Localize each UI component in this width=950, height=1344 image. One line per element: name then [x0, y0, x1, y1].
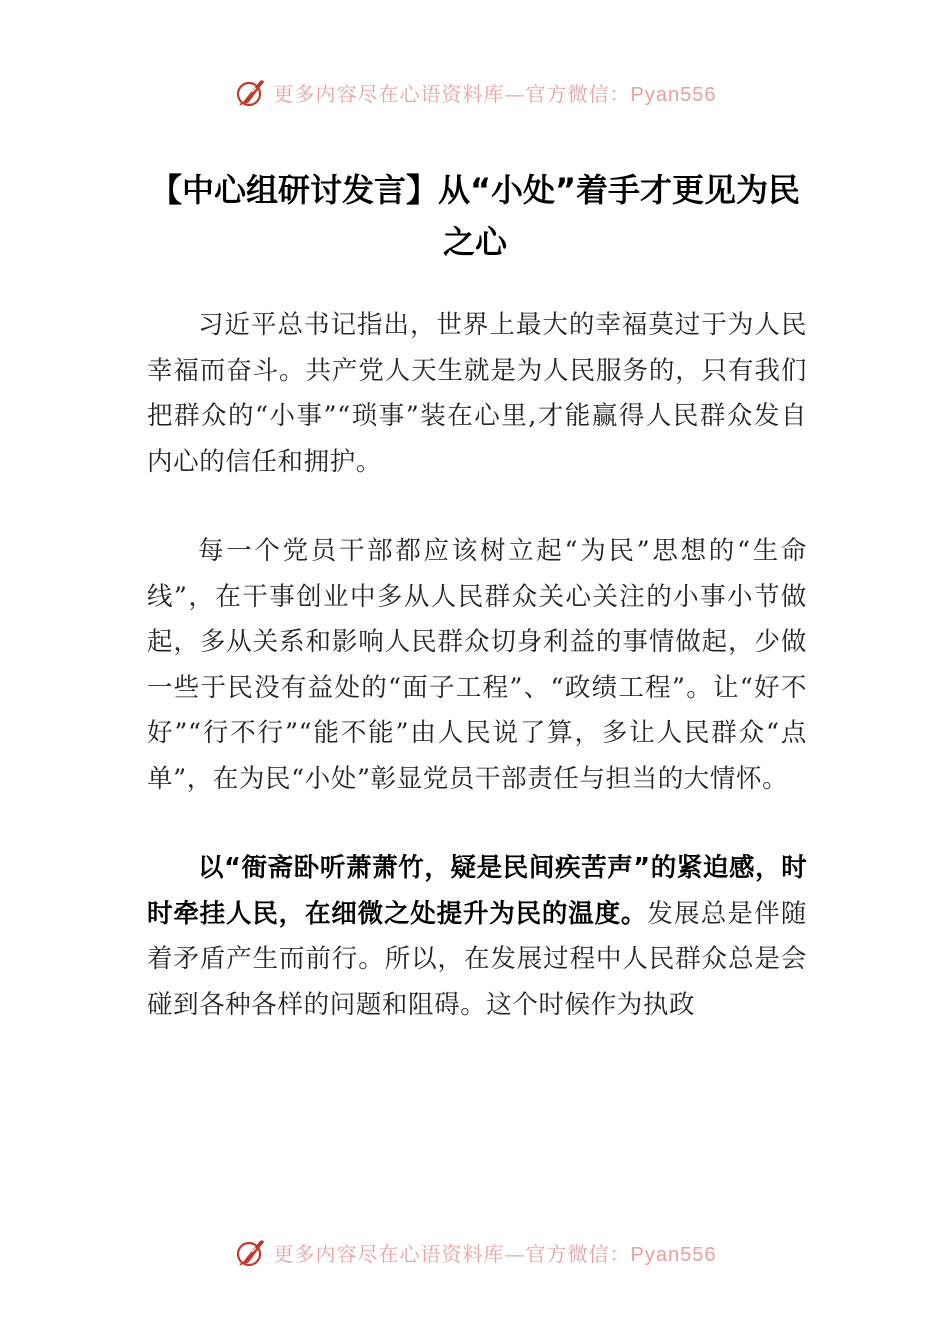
- quill-pen-logo-icon: [234, 75, 268, 109]
- document-body: [147, 303, 807, 1072]
- paragraph-1: 习近平总书记指出，世界上最大的幸福莫过于为人民幸福而奋斗。共产党人天生就是为人民服务的，只有我们把群众的“小事”“琐事”装在心里,才能赢得人民群众发自内心的信任和拥护。: [147, 310, 807, 477]
- watermark-wechat-id: Pyan556: [630, 1243, 717, 1266]
- watermark-wechat-id: Pyan556: [630, 83, 717, 106]
- watermark-text: 更多内容尽在心语资料库—官方微信：Pyan556: [273, 81, 717, 106]
- paragraph-2: 每一个党员干部都应该树立起“为民”思想的“生命线”，在干事创业中多从人民群众关心关注的小事小节做起，多从关系和影响人民群众切身利益的事情做起，少做一些于民没有益处的“面子工程”、“政绩工程”。让“好不好”“行不行”“能不能”由人民说了算，多让人民群众“点单”，在为民“小处”彰显党员干部责任与担当的大情怀。: [147, 536, 807, 794]
- paragraph-3: 以“衙斋卧听萧萧竹，疑是民间疾苦声”的紧迫感，时时牵挂人民，在细微之处提升为民的温度。发展总是伴随着矛盾产生而前行。所以，在发展过程中人民群众总是会碰到各种各样的问题和阻碍。这个时候作为执政: [147, 853, 807, 1020]
- header-watermark: [0, 72, 950, 112]
- paragraph-3-lead: 以“衙斋卧听萧萧竹，疑是民间疾苦声”的紧迫感，时时牵挂人民，在细微之处提升为民的温度。: [147, 853, 807, 929]
- quill-pen-logo-icon: [234, 1235, 268, 1269]
- watermark-text: 更多内容尽在心语资料库—官方微信：Pyan556: [273, 1241, 717, 1266]
- document-title: 【中心组研讨发言】从“小处”着手才更见为民之心: [149, 171, 801, 261]
- footer-watermark: [0, 1232, 950, 1272]
